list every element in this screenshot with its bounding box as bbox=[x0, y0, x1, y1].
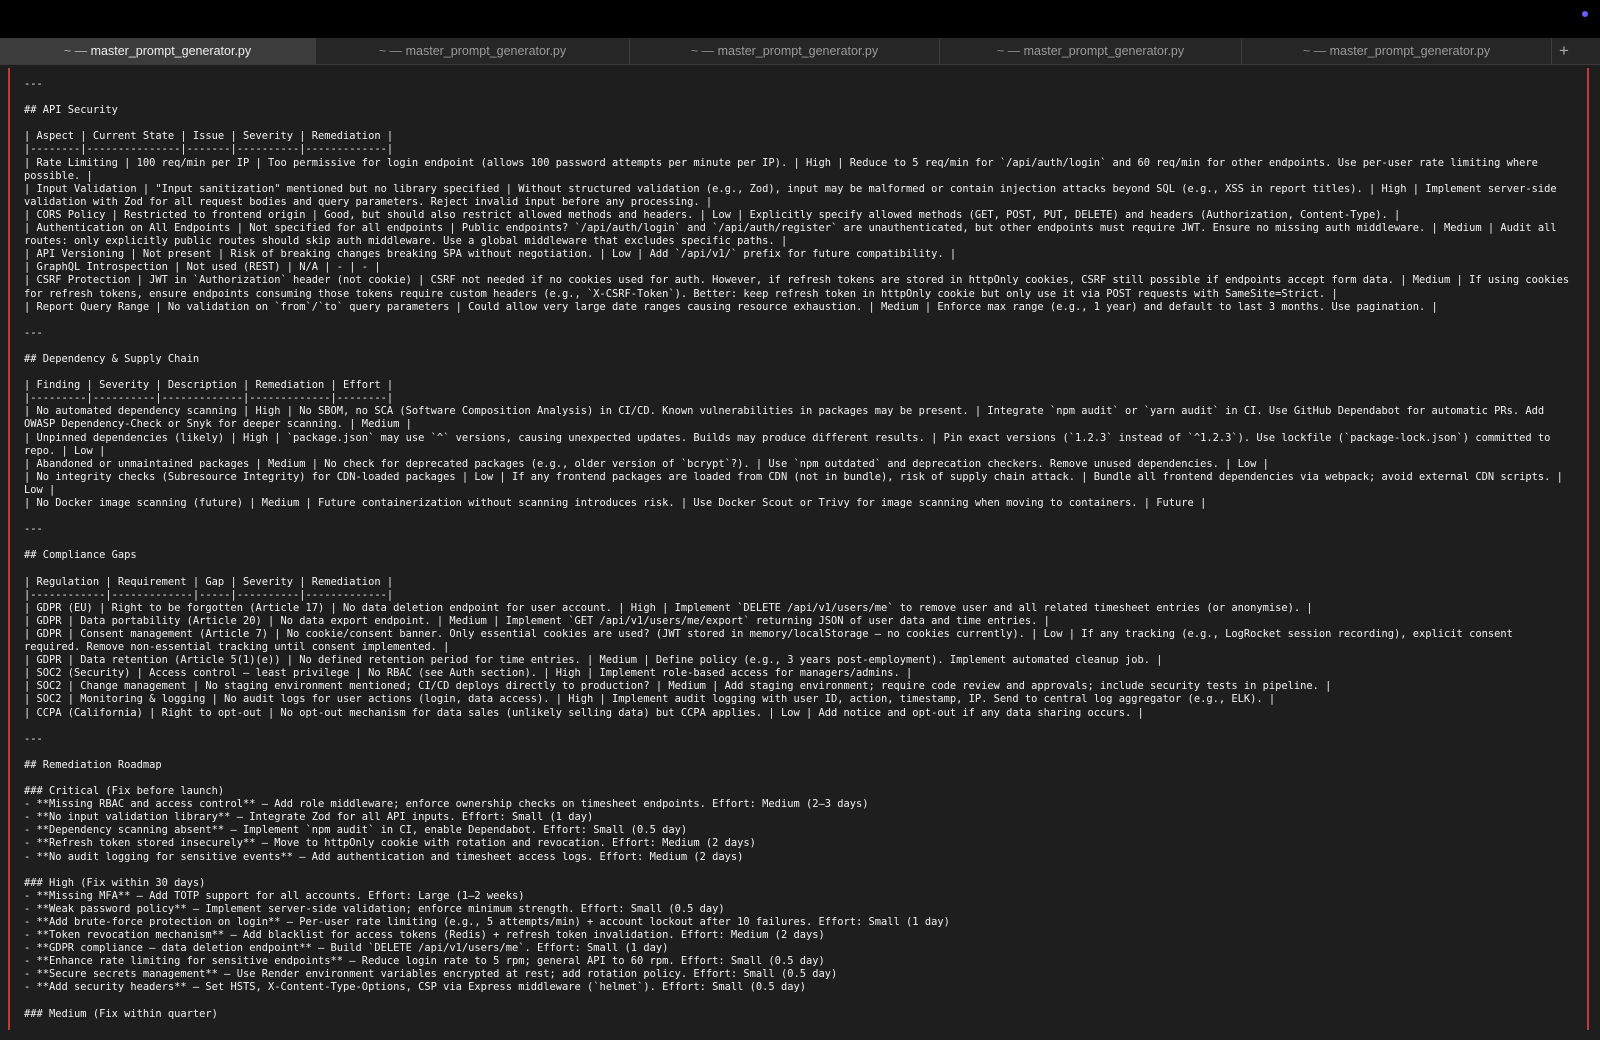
terminal-line: - **Token revocation mechanism** — Add blacklist for access tokens (Redis) + refresh token invalidation. Effort: Medium (2 days) bbox=[24, 929, 825, 942]
terminal-line: - **No input validation library** — Integrate Zod for all API inputs. Effort: Small (1 day) bbox=[24, 811, 594, 824]
tab-label: master_prompt_generator.py bbox=[90, 44, 252, 58]
pane-border-right bbox=[1587, 68, 1589, 1030]
terminal-line: | CSRF Protection | JWT in `Authorization` header (not cookie) | CSRF not needed if no cookies used for auth. However, if refresh tokens are stored in httpOnly cookies, CSRF still possible if endpoints accept form data. | Medium | If using cookies for refresh tokens, ensure endpoints consuming those tokens require custom headers (e.g., `X-CSRF-Token`). Better: keep refresh token in httpOnly cookie but only use it via POST requests with SameSite=Strict. | bbox=[24, 274, 1576, 300]
terminal-line: --- bbox=[24, 732, 43, 745]
terminal-line: --- bbox=[24, 78, 43, 90]
terminal-line: - **Weak password policy** — Implement server-side validation; enforce minimum strength. Effort: Small (0.5 day) bbox=[24, 902, 725, 915]
tab-label: master_prompt_generator.py bbox=[717, 44, 879, 58]
terminal-line bbox=[24, 772, 1572, 785]
tab-label: master_prompt_generator.py bbox=[1023, 44, 1185, 58]
terminal-line bbox=[24, 314, 1572, 327]
terminal-output bbox=[24, 78, 1576, 1021]
terminal-line: ### Medium (Fix within quarter) bbox=[24, 1007, 218, 1020]
terminal-line: ### Critical (Fix before launch) bbox=[24, 785, 225, 798]
terminal-line: ## Remediation Roadmap bbox=[24, 758, 162, 771]
terminal-line bbox=[24, 117, 1572, 130]
terminal-line: | No integrity checks (Subresource Integrity) for CDN-loaded packages | Low | If any frontend packages are loaded from CDN (not in bundle), risk of supply chain attack. | Bundle all frontend dependencies via webpack; avoid external CDN scripts. | Low | bbox=[24, 470, 1570, 496]
terminal-line: | GDPR (EU) | Right to be forgotten (Article 17) | No data deletion endpoint for user account. | High | Implement `DELETE /api/v1/users/me` to remove user and all related timesheet entries (or anonymise). | bbox=[24, 601, 1313, 614]
terminal-line bbox=[24, 536, 1572, 549]
terminal-pane[interactable] bbox=[0, 66, 1600, 1040]
terminal-line bbox=[24, 864, 1572, 877]
terminal-line: | SOC2 (Security) | Access control — least privilege | No RBAC (see Auth section). | High | Implement role-based access for managers/admins. | bbox=[24, 667, 913, 680]
terminal-line: ### High (Fix within 30 days) bbox=[24, 876, 206, 889]
terminal-line bbox=[24, 91, 1572, 104]
terminal-line: - **GDPR compliance — data deletion endpoint** — Build `DELETE /api/v1/users/me`. Effort: Small (1 day) bbox=[24, 942, 669, 955]
pane-border-left bbox=[8, 68, 10, 1030]
terminal-line: | Authentication on All Endpoints | Not specified for all endpoints | Public endpoints? `/api/auth/login` and `/api/auth/register` are unauthenticated, but other endpoints must require JWT. Ensure no missing auth middleware. | Medium | Audit all routes: only explicitly public routes should skip auth middleware. Use a global middleware that excludes specific paths. | bbox=[24, 222, 1563, 248]
tab-label: master_prompt_generator.py bbox=[405, 44, 567, 58]
tab-3[interactable] bbox=[630, 38, 940, 64]
terminal-line: | SOC2 | Monitoring & logging | No audit logs for user actions (login, data access). | High | Implement audit logging with user ID, action, timestamp, IP. Send to central log aggregator (e.g., ELK). | bbox=[24, 693, 1276, 706]
tab-1[interactable] bbox=[0, 38, 316, 64]
terminal-line: - **No audit logging for sensitive events** — Add authentication and timesheet access logs. Effort: Medium (2 days) bbox=[24, 850, 744, 863]
terminal-line: | Regulation | Requirement | Gap | Severity | Remediation | bbox=[24, 575, 394, 588]
terminal-line: | CCPA (California) | Right to opt-out | No opt-out mechanism for data sales (unlikely selling data) but CCPA applies. | Low | Add notice and opt-out if any data sharing occurs. | bbox=[24, 706, 1144, 719]
terminal-line bbox=[24, 340, 1572, 353]
terminal-line: |------------|-------------|-----|----------|-------------| bbox=[24, 588, 394, 601]
tab-4[interactable] bbox=[940, 38, 1242, 64]
terminal-line bbox=[24, 720, 1572, 733]
terminal-line: - **Missing MFA** — Add TOTP support for all accounts. Effort: Large (1–2 weeks) bbox=[24, 889, 525, 902]
terminal-line: - **Missing RBAC and access control** — Add role middleware; enforce ownership checks on timesheet endpoints. Effort: Medium (2–3 days) bbox=[24, 798, 869, 811]
terminal-line: | Unpinned dependencies (likely) | High | `package.json` may use `^` versions, causing unexpected updates. Builds may produce different results. | Pin exact versions (`1.2.3` instead of `^1.2.3`). Use lockfile (`package-lock.json`) committed to repo. | Low | bbox=[24, 431, 1557, 457]
terminal-line: | Abandoned or unmaintained packages | Medium | No check for deprecated packages (e.g., older version of `bcrypt`?). | Use `npm outdated` and deprecation checkers. Remove unused dependencies. | Low | bbox=[24, 457, 1269, 470]
terminal-line: | GDPR | Data retention (Article 5(1)(e)) | No defined retention period for time entries. | Medium | Define policy (e.g., 3 years post-employment). Implement automated cleanup job. | bbox=[24, 654, 1163, 667]
terminal-line bbox=[24, 746, 1572, 759]
terminal-line: |---------|----------|-------------|-------------|--------| bbox=[24, 392, 394, 405]
terminal-line: - **Refresh token stored insecurely** — Move to httpOnly cookie with rotation and revocation. Effort: Medium (2 days) bbox=[24, 837, 756, 850]
terminal-line: - **Add security headers** — Set HSTS, X-Content-Type-Options, CSP via Express middleware (`helmet`). Effort: Small (0.5 day) bbox=[24, 981, 806, 994]
terminal-line: - **Enhance rate limiting for sensitive endpoints** — Reduce login rate to 5 rpm; general API to 60 rpm. Effort: Small (0.5 day) bbox=[24, 955, 825, 968]
terminal-line: - **Add brute-force protection on login** — Per-user rate limiting (e.g., 5 attempts/min) + account lockout after 10 failures. Effort: Small (1 day) bbox=[24, 916, 950, 928]
terminal-line: |--------|---------------|-------|----------|-------------| bbox=[24, 143, 394, 156]
tab-prefix: ~ — bbox=[690, 44, 718, 58]
terminal-line: | No Docker image scanning (future) | Medium | Future containerization without scanning introduces risk. | Use Docker Scout or Trivy for image scanning when moving to containers. | Future | bbox=[24, 497, 1207, 509]
tab-prefix: ~ — bbox=[378, 44, 406, 58]
notification-dot-icon bbox=[1582, 11, 1588, 17]
tab-prefix: ~ — bbox=[63, 44, 91, 58]
terminal-line bbox=[24, 562, 1572, 575]
terminal-line: | Input Validation | "Input sanitization" mentioned but no library specified | Without structured validation (e.g., Zod), input may be malformed or contain injection attacks beyond SQL (e.g., XSS in report titles). | High | Implement server-side validation with Zod for all request bodies and query parameters. Reject invalid input before any processing. | bbox=[24, 182, 1563, 208]
terminal-line: - **Dependency scanning absent** — Implement `npm audit` in CI, enable Dependabot. Effort: Small (0.5 day) bbox=[24, 824, 688, 837]
terminal-line: | Report Query Range | No validation on `from`/`to` query parameters | Could allow very large date ranges causing resource exhaustion. | Medium | Enforce max range (e.g., 1 year) and default to last 3 months. Use pagination. | bbox=[24, 300, 1438, 313]
tab-prefix: ~ — bbox=[996, 44, 1024, 58]
terminal-line: - **Secure secrets management** — Use Render environment variables encrypted at rest; add rotation policy. Effort: Small (0.5 day) bbox=[24, 968, 838, 981]
terminal-line bbox=[24, 510, 1572, 523]
terminal-line: --- bbox=[24, 523, 43, 536]
terminal-line: | GDPR | Consent management (Article 7) | No cookie/consent banner. Only essential cookies are used? (JWT stored in memory/localStorage — no cookies currently). | Low | If any tracking (e.g., LogRocket session recording), explicit consent required. Remove non-essential tracking until consent implemented. | bbox=[24, 627, 1520, 654]
terminal-line: | GraphQL Introspection | Not used (REST) | N/A | - | - | bbox=[24, 261, 381, 274]
terminal-line bbox=[24, 995, 1572, 1008]
tab-5[interactable] bbox=[1242, 38, 1552, 64]
terminal-line: ## Compliance Gaps bbox=[24, 549, 137, 562]
terminal-line bbox=[24, 366, 1572, 379]
terminal-line: | No automated dependency scanning | High | No SBOM, no SCA (Software Composition Analysis) in CI/CD. Known vulnerabilities in packages may be present. | Integrate `npm audit` or `yarn audit` in CI. Use GitHub Dependabot for automatic PRs. Add OWASP Dependency-Check or Snyk for deeper scanning. | Medium | bbox=[24, 405, 1551, 431]
terminal-line: | API Versioning | Not present | Risk of breaking changes breaking SPA without negotiation. | Low | Add `/api/v1/` prefix for future compatibility. | bbox=[24, 248, 957, 261]
new-tab-button[interactable]: + bbox=[1559, 41, 1569, 60]
tab-2[interactable] bbox=[316, 38, 630, 64]
terminal-line: ## API Security bbox=[24, 104, 118, 117]
terminal-line: | Rate Limiting | 100 req/min per IP | Too permissive for login endpoint (allows 100 password attempts per minute per IP). | High | Reduce to 5 req/min for `/api/auth/login` and 60 req/min for other endpoints. Use per-user rate limiting where possible. | bbox=[24, 156, 1545, 182]
tab-label: master_prompt_generator.py bbox=[1329, 44, 1491, 58]
terminal-line: | Finding | Severity | Description | Remediation | Effort | bbox=[24, 379, 394, 392]
terminal-line: | GDPR | Data portability (Article 20) | No data export endpoint. | Medium | Implement `GET /api/v1/users/me/export` returning JSON of user data and time entries. | bbox=[24, 614, 1050, 627]
window-titlebar bbox=[0, 0, 1600, 38]
terminal-line: | SOC2 | Change management | No staging environment mentioned; CI/CD deploys directly to production? | Medium | Add staging environment; require code review and approvals; include security tests in pipeline. | bbox=[24, 680, 1332, 693]
terminal-line: | CORS Policy | Restricted to frontend origin | Good, but should also restrict allowed methods and headers. | Low | Explicitly specify allowed methods (GET, POST, PUT, DELETE) and headers (Authorization, Content-Type). | bbox=[24, 208, 1401, 221]
terminal-line: ## Dependency & Supply Chain bbox=[24, 352, 200, 365]
tab-bar bbox=[0, 38, 1600, 65]
terminal-line: | Aspect | Current State | Issue | Severity | Remediation | bbox=[24, 130, 394, 143]
tab-prefix: ~ — bbox=[1302, 44, 1330, 58]
terminal-line: --- bbox=[24, 326, 43, 339]
